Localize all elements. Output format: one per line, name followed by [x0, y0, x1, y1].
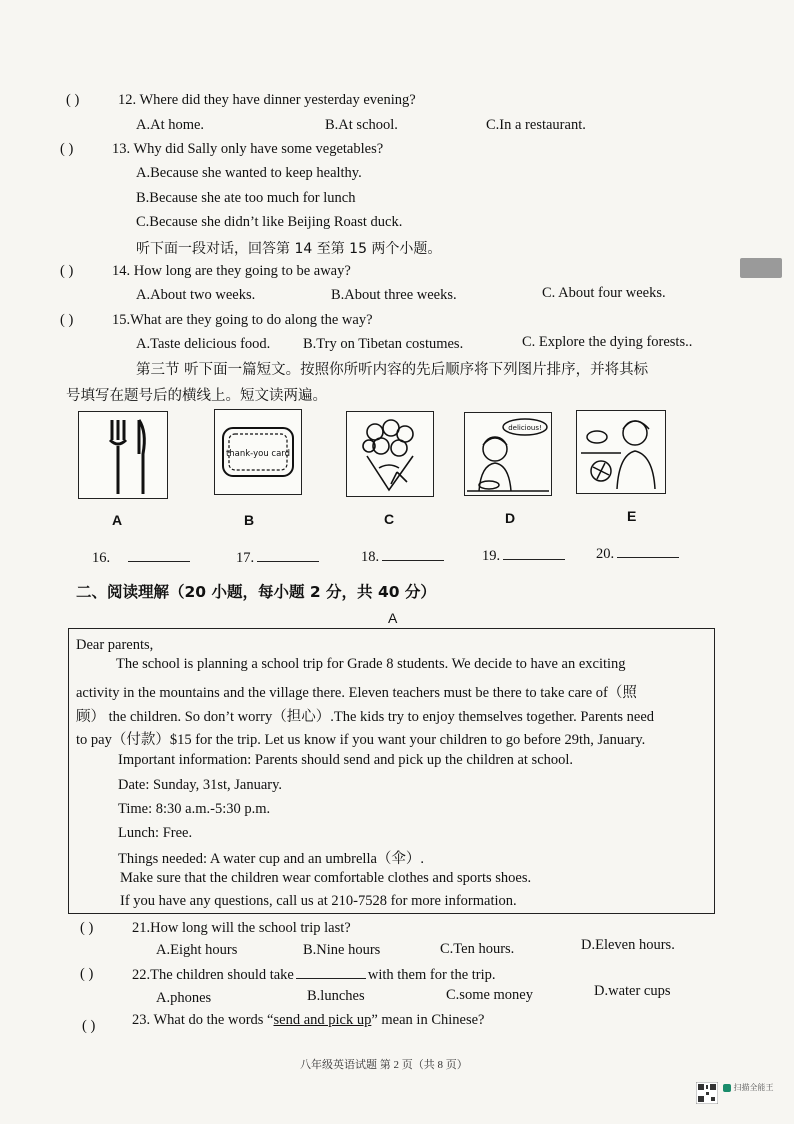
picture-e-label: E — [627, 508, 637, 524]
q23-question — [132, 1012, 484, 1029]
q23-paren: ( ) — [82, 1018, 96, 1034]
q23-question-before: 23. What do the words “ — [132, 1012, 274, 1028]
answer-17-number: 17. — [236, 550, 255, 566]
q15-question: 15.What are they going to do along the way? — [112, 312, 373, 328]
picture-d-label: D — [505, 510, 516, 526]
letter-info: Important information: Parents should send and pick up the children at school. — [118, 752, 574, 768]
letter-line-1: The school is planning a school trip for Grade 8 students. We decide to have an exciting — [116, 656, 626, 672]
q12-option-a: A.At home. — [136, 117, 205, 133]
answer-19-number: 19. — [482, 548, 501, 564]
page-footer: 八年级英语试题 第 2 页（共 8 页） — [300, 1059, 468, 1071]
q15-option-b: B.Try on Tibetan costumes. — [303, 336, 464, 352]
woman-cooking-icon — [577, 411, 665, 493]
q14-option-c: C. About four weeks. — [542, 285, 666, 301]
letter-line-3: 顾） the children. So don’t worry（担心）.The kids try to enjoy themselves together. Parents need — [76, 709, 655, 725]
card-text: thank-you card — [225, 449, 291, 459]
q23-question-after: ” mean in Chinese? — [371, 1012, 485, 1028]
q14-question: 14. How long are they going to be away? — [112, 263, 351, 279]
letter-greeting: Dear parents, — [76, 637, 154, 653]
q13-paren: ( ) — [60, 141, 74, 157]
picture-b-label: B — [244, 512, 255, 528]
answer-blank-19[interactable] — [482, 545, 565, 565]
picture-c-label: C — [384, 511, 395, 527]
answer-blank-17[interactable] — [236, 547, 319, 567]
q12-paren: ( ) — [66, 92, 80, 108]
letter-line-4: to pay（付款）$15 for the trip. Let us know if you want your children to go before 29th, January. — [76, 732, 646, 748]
fork-knife-icon — [79, 412, 167, 498]
q22-option-b: B.lunches — [307, 988, 365, 1004]
q21-question: 21.How long will the school trip last? — [132, 920, 351, 936]
q13-option-c: C.Because she didn’t like Beijing Roast duck. — [136, 214, 403, 230]
picture-d — [464, 412, 552, 496]
section3-instruction-line1: 第三节 听下面一篇短文。按照你所听内容的先后顺序将下列图片排序，并将其标 — [136, 362, 649, 378]
picture-a-label: A — [112, 512, 123, 528]
q13-question: 13. Why did Sally only have some vegetables? — [112, 141, 384, 157]
picture-a — [78, 411, 168, 499]
letter-contact: If you have any questions, call us at 210-7528 for more information. — [120, 893, 517, 909]
instruction-14-15: 听下面一段对话，回答第 14 至第 15 两个小题。 — [136, 241, 442, 257]
letter-time: Time: 8:30 a.m.-5:30 p.m. — [118, 801, 271, 817]
q21-option-d: D.Eleven hours. — [581, 937, 675, 953]
q22-question — [132, 964, 496, 984]
scanner-watermark — [723, 1083, 783, 1103]
q23-underlined-phrase: send and pick up — [273, 1012, 372, 1028]
picture-b — [214, 409, 302, 495]
q12-option-c: C.In a restaurant. — [486, 117, 586, 133]
q22-option-d: D.water cups — [594, 983, 671, 999]
edge-stamp-mark — [740, 258, 782, 278]
q12-question: 12. Where did they have dinner yesterday evening? — [118, 92, 416, 108]
letter-clothes: Make sure that the children wear comfortable clothes and sports shoes. — [120, 870, 532, 886]
section3-instruction-line2: 号填写在题号后的横线上。短文读两遍。 — [66, 388, 327, 404]
q22-option-c: C.some money — [446, 987, 533, 1003]
letter-lunch: Lunch: Free. — [118, 825, 193, 841]
girl-delicious-icon — [465, 413, 551, 495]
passage-label: A — [388, 610, 398, 626]
letter-line-2: activity in the mountains and the village there. Eleven teachers must be there to take care of（照 — [76, 685, 637, 701]
thank-you-card-icon — [215, 410, 301, 494]
q21-option-c: C.Ten hours. — [440, 941, 515, 957]
qr-code-icon — [696, 1082, 718, 1104]
q22-question-after: with them for the trip. — [367, 967, 496, 983]
answer-blank-16[interactable] — [92, 547, 190, 567]
reading-section-title: 二、阅读理解（20 小题，每小题 2 分，共 40 分） — [76, 583, 436, 601]
flower-bouquet-icon — [347, 412, 433, 496]
letter-things: Things needed: A water cup and an umbrella（伞）. — [118, 851, 425, 867]
q22-paren: ( ) — [80, 966, 94, 982]
q21-paren: ( ) — [80, 920, 94, 936]
q13-option-a: A.Because she wanted to keep healthy. — [136, 165, 362, 181]
q14-option-a: A.About two weeks. — [136, 287, 256, 303]
q14-paren: ( ) — [60, 263, 74, 279]
picture-c — [346, 411, 434, 497]
q21-option-b: B.Nine hours — [303, 942, 381, 958]
letter-date: Date: Sunday, 31st, January. — [118, 777, 283, 793]
speech-text: delicious! — [508, 424, 542, 432]
q14-option-b: B.About three weeks. — [331, 287, 457, 303]
q15-option-c: C. Explore the dying forests.. — [522, 334, 693, 350]
q22-question-before: 22.The children should take — [132, 967, 294, 983]
q22-blank[interactable] — [296, 964, 366, 979]
q13-option-b: B.Because she ate too much for lunch — [136, 190, 356, 206]
answer-blank-20[interactable] — [596, 543, 679, 563]
answer-18-number: 18. — [361, 549, 380, 565]
q15-paren: ( ) — [60, 312, 74, 328]
q12-option-b: B.At school. — [325, 117, 398, 133]
answer-20-number: 20. — [596, 546, 615, 562]
answer-16-number: 16. — [92, 550, 111, 566]
q21-option-a: A.Eight hours — [156, 942, 238, 958]
scanner-logo-icon — [723, 1084, 731, 1092]
picture-e — [576, 410, 666, 494]
q15-option-a: A.Taste delicious food. — [136, 336, 271, 352]
scanner-name: 扫描全能王 — [733, 1083, 774, 1092]
q22-option-a: A.phones — [156, 990, 212, 1006]
answer-blank-18[interactable] — [361, 546, 444, 566]
